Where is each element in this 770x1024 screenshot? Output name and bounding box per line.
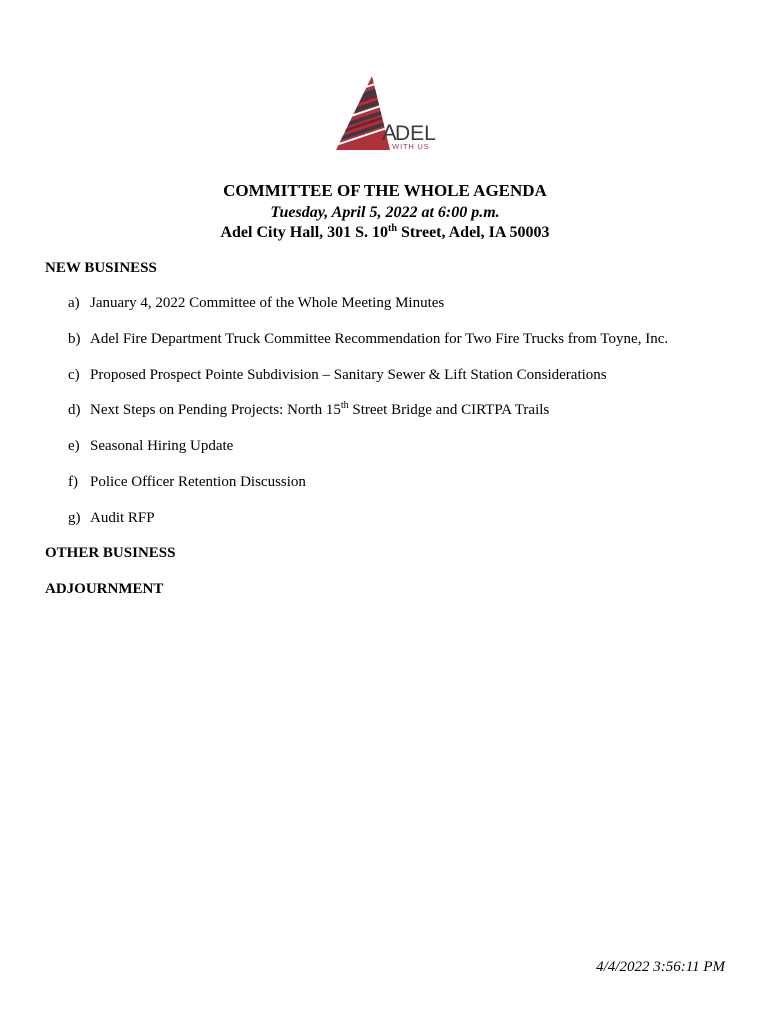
item-letter: e) <box>68 438 80 454</box>
logo-tagline: THRIVE WITH US <box>357 142 430 151</box>
logo-wordmark: DEL <box>395 122 436 145</box>
item-letter: c) <box>68 367 80 383</box>
item-text: Seasonal Hiring Update <box>90 438 234 454</box>
agenda-item-a <box>68 295 444 312</box>
agenda-item-f <box>68 474 306 491</box>
item-text: Proposed Prospect Pointe Subdivision – Sanitary Sewer & Lift Station Considerations <box>90 367 607 383</box>
location-text: Adel City Hall, 301 S. 10 <box>220 224 389 241</box>
meeting-location <box>0 224 770 242</box>
item-text: Audit RFP <box>90 510 155 526</box>
adjournment-heading: ADJOURNMENT <box>45 581 164 597</box>
item-ordinal: th <box>340 400 349 411</box>
print-timestamp: 4/4/2022 3:56:11 PM <box>596 959 725 975</box>
item-text: January 4, 2022 Committee of the Whole Meeting Minutes <box>90 295 445 311</box>
other-business-heading: OTHER BUSINESS <box>45 545 176 561</box>
item-letter: d) <box>68 402 81 418</box>
location-ordinal: th <box>388 223 397 234</box>
agenda-item-d <box>68 402 549 419</box>
agenda-item-e <box>68 438 233 455</box>
meeting-date: Tuesday, April 5, 2022 at 6:00 p.m. <box>270 204 500 221</box>
agenda-item-c <box>68 367 607 384</box>
agenda-item-g <box>68 510 155 527</box>
location-text-rest: Street, Adel, IA 50003 <box>396 224 550 241</box>
item-text-rest: Street Bridge and CIRTPA Trails <box>348 402 550 418</box>
item-letter: g) <box>68 510 81 526</box>
new-business-heading: NEW BUSINESS <box>45 260 157 276</box>
item-letter: a) <box>68 295 80 311</box>
agenda-title: COMMITTEE OF THE WHOLE AGENDA <box>223 181 547 200</box>
item-letter: f) <box>68 474 78 490</box>
item-letter: b) <box>68 331 81 347</box>
agenda-item-b <box>68 331 668 348</box>
logo-wordmark-initial: A <box>382 120 397 145</box>
item-text: Police Officer Retention Discussion <box>90 474 306 490</box>
item-text: Next Steps on Pending Projects: North 15 <box>90 402 341 418</box>
item-text: Adel Fire Department Truck Committee Recommendation for Two Fire Trucks from Toyne, Inc. <box>90 331 669 347</box>
